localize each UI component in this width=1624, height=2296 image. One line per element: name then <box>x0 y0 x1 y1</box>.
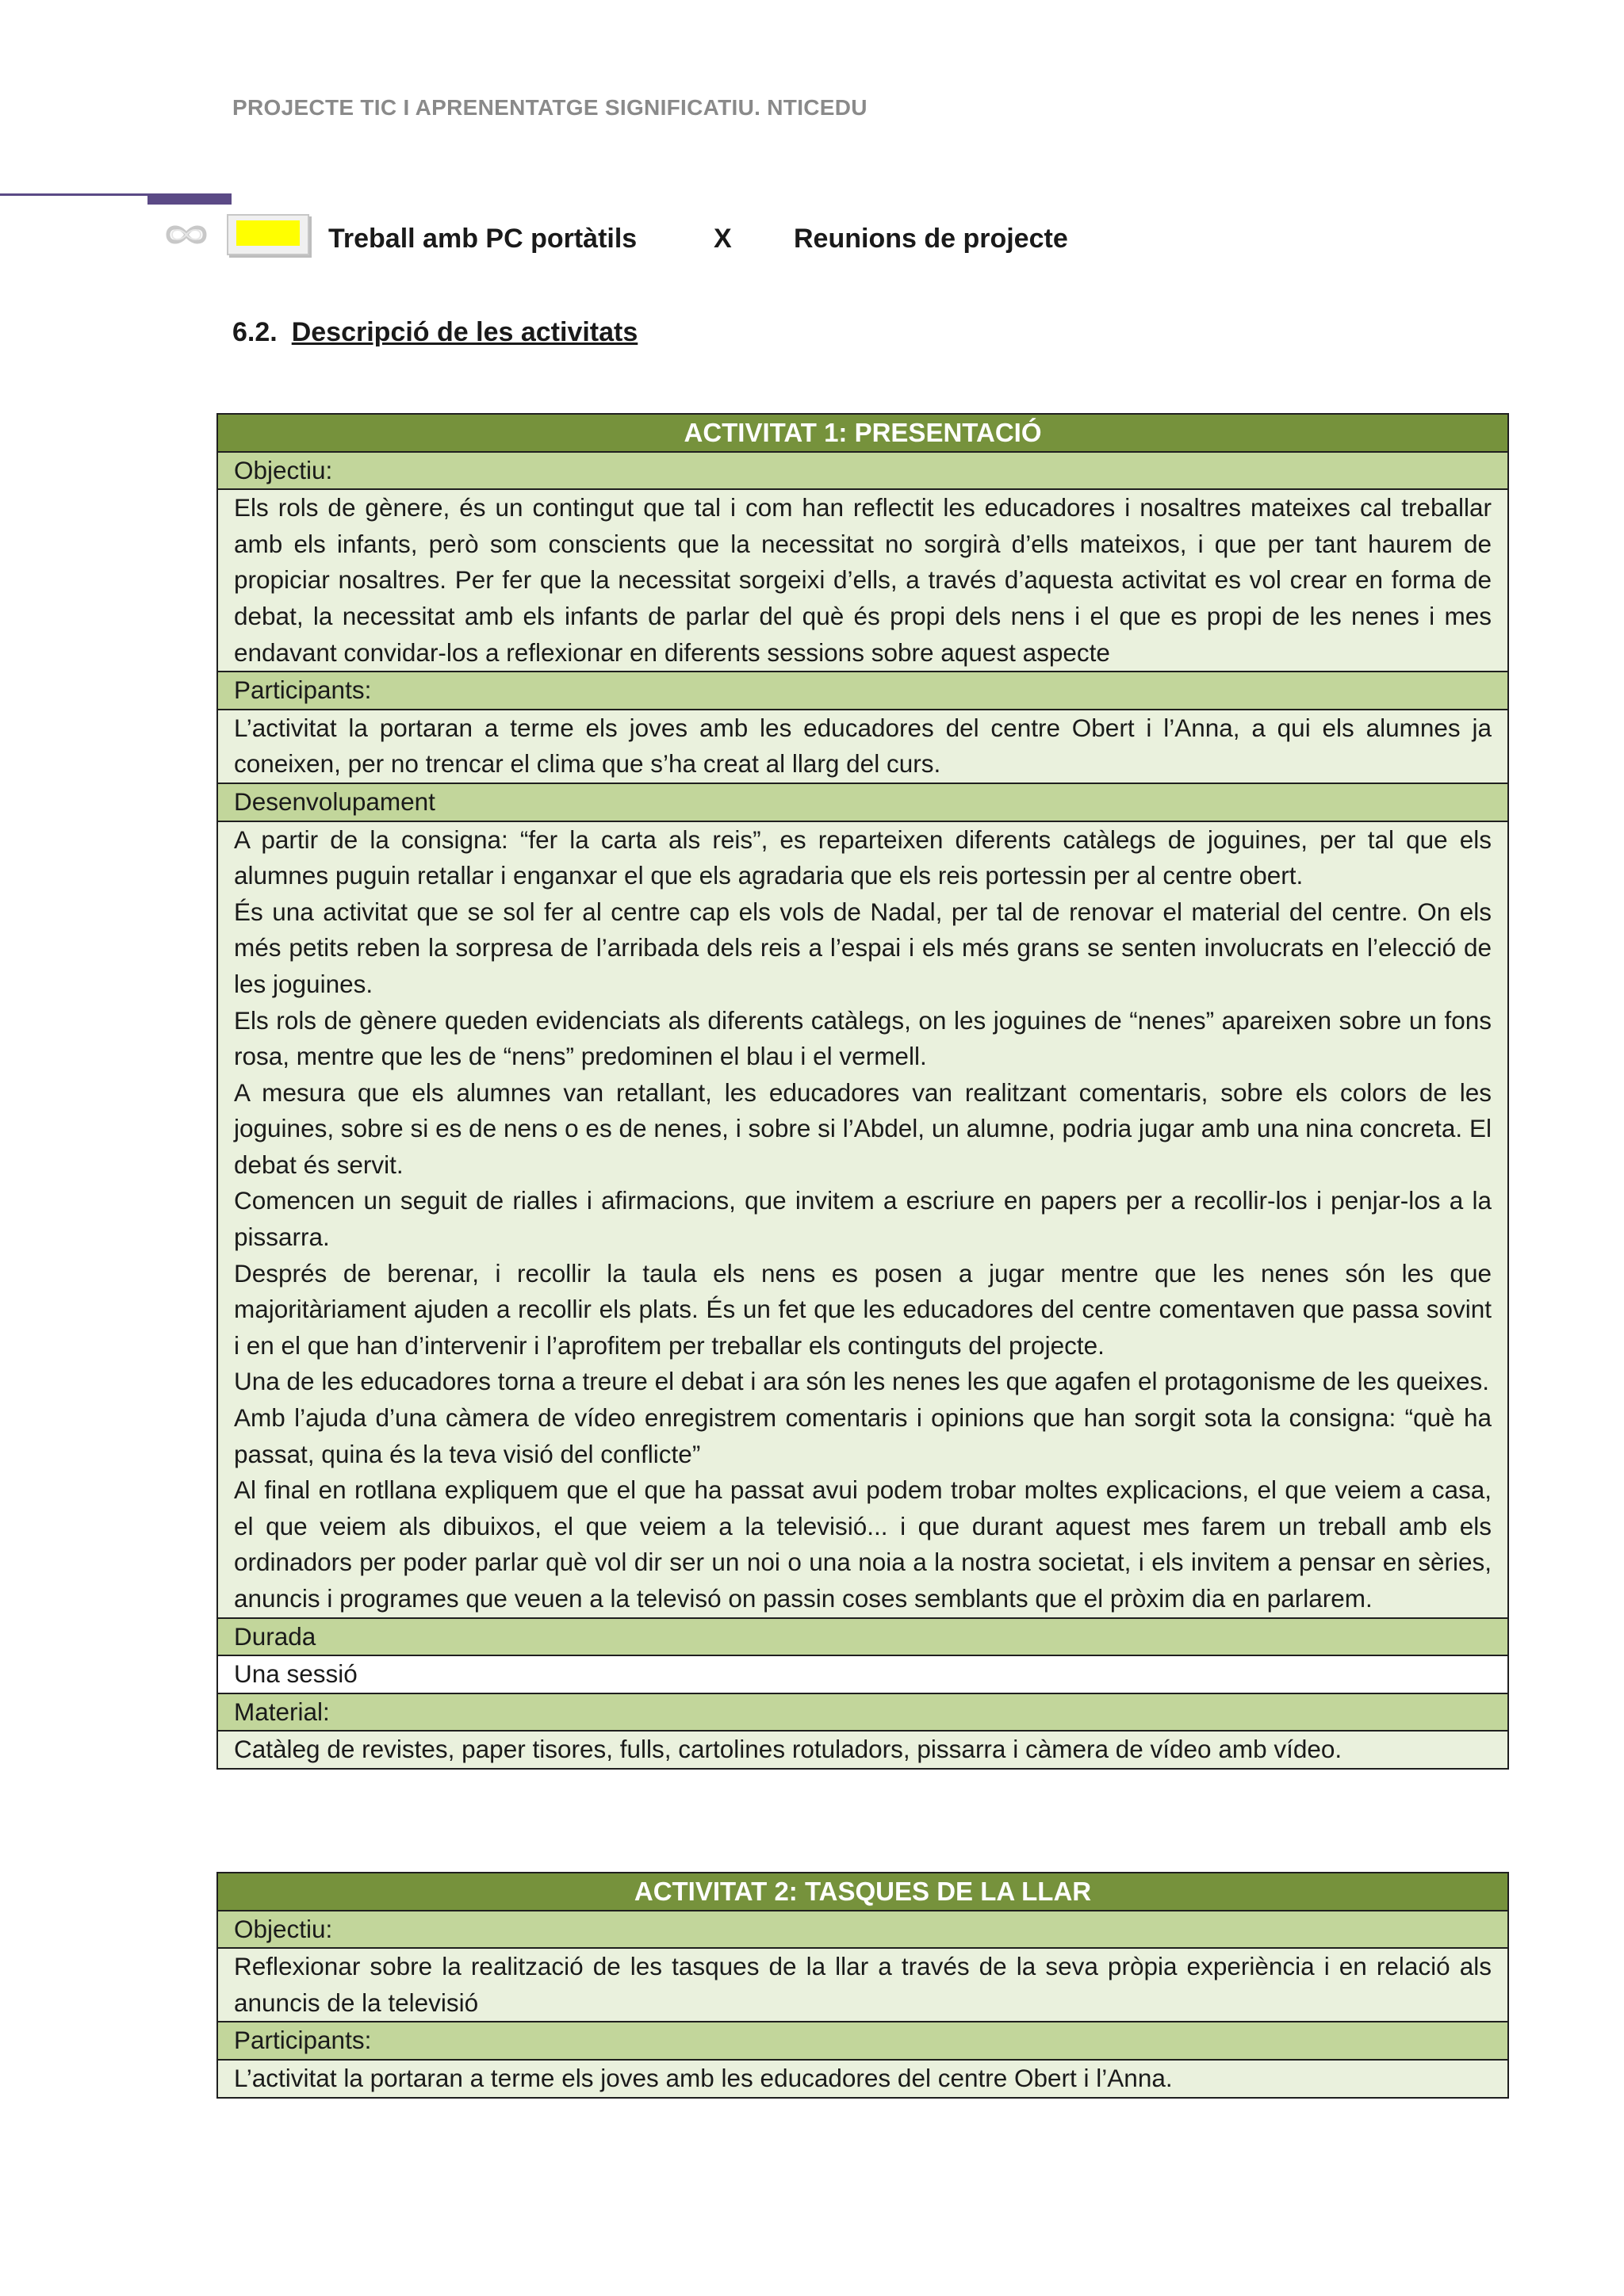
development-paragraph: És una activitat que se sol fer al centre cap els vols de Nadal, per tal de renovar el material del centre. On els més petits reben la sorpresa de l’arribada dels reis a l’espai i els més grans se senten involucrats en l’elecció de les joguines. <box>234 897 1492 998</box>
activity-1-duration-text: Una sessió <box>217 1655 1508 1693</box>
activity-1-table <box>216 413 1509 1770</box>
infinity-icon <box>162 217 211 252</box>
development-paragraph: Una de les educadores torna a treure el debat i ara són les nenes les que agafen el protagonisme de les queixes. <box>234 1367 1490 1396</box>
checkbox-fill <box>236 220 300 246</box>
options-row <box>0 214 1624 262</box>
development-paragraph: Amb l’ajuda d’una càmera de vídeo enregistrem comentaris i opinions que han sorgit sota la consigna: “què ha passat, quina és la teva visió del conflicte” <box>234 1403 1492 1468</box>
option-label-project-meetings: Reunions de projecte <box>794 224 1068 254</box>
activity-2-objective-text: Reflexionar sobre la realització de les tasques de la llar a través de la seva pròpia experiència i en relació als anuncis de la televisió <box>217 1948 1508 2022</box>
section-number: 6.2. <box>232 317 278 347</box>
activity-2-participants-label: Participants: <box>217 2022 1508 2060</box>
activity-1-development-text <box>217 821 1508 1618</box>
activity-2-objective-label: Objectiu: <box>217 1911 1508 1949</box>
activity-2-title: ACTIVITAT 2: TASQUES DE LA LLAR <box>217 1873 1508 1911</box>
activity-1-material-text: Catàleg de revistes, paper tisores, fulls, cartolines rotuladors, pissarra i càmera de vídeo amb vídeo. <box>217 1731 1508 1769</box>
checkbox-marker <box>227 214 309 255</box>
option-mark-x: X <box>714 224 732 254</box>
activity-1-objective-text: Els rols de gènere, és un contingut que tal i com han reflectit les educadores i nosaltres mateixes cal treballar amb els infants, però som conscients que la necessitat no sorgirà d’ells mateixos, i que per tant haurem de propiciar nosaltres. Per fer que la necessitat sorgeixi d’ells, a través d’aquesta activitat es vol crear en forma de debat, la necessitat amb els infants de parlar del què és propi dels nens i el que es propi de les nenes i mes endavant convidar-los a reflexionar en diferents sessions sobre aquest aspecte <box>217 489 1508 672</box>
activity-1-duration-label: Durada <box>217 1618 1508 1656</box>
option-label-portable-pc: Treball amb PC portàtils <box>328 224 638 254</box>
section-heading <box>232 317 638 348</box>
activity-1-participants-text: L’activitat la portaran a terme els joves amb les educadores del centre Obert i l’Anna, a qui els alumnes ja coneixen, per no trencar el clima que s’ha creat al llarg del curs. <box>217 710 1508 783</box>
development-paragraph: A mesura que els alumnes van retallant, les educadores van realitzant comentaris, sobre els colors de les joguines, sobre si es de nens o es de nenes, i sobre si l’Abdel, un alumne, podria jugar amb una nina concreta. El debat és servit. <box>234 1077 1492 1179</box>
running-header: PROJECTE TIC I APRENENTATGE SIGNIFICATIU. NTICEDU <box>232 95 868 120</box>
development-paragraph: Al final en rotllana expliquem que el que ha passat avui podem trobar moltes explicacions, el que veiem a casa, el que veiem als dibuixos, el que veiem a la televisió... i que durant aquest mes farem un treball amb els ordinadors per poder parlar què vol dir ser un noi o una noia a la nostra societat, i els invitem a pensar en sèries, anuncis i programes que veuen a la televisó on passin coses semblants que el pròxim dia en parlarem. <box>234 1475 1492 1613</box>
development-paragraph: A partir de la consigna: “fer la carta als reis”, es reparteixen diferents catàlegs de joguines, per tal que els alumnes puguin retallar i enganxar el que els agradaria que els reis portessin per al centre obert. <box>234 825 1492 890</box>
activity-1-title: ACTIVITAT 1: PRESENTACIÓ <box>217 414 1508 452</box>
section-title: Descripció de les activitats <box>291 317 638 347</box>
development-paragraph: Comencen un seguit de rialles i afirmacions, que invitem a escriure en papers per a recollir-los i penjar-los a la pissarra. <box>234 1186 1492 1252</box>
header-rule-line <box>0 193 147 196</box>
activity-1-objective-label: Objectiu: <box>217 452 1508 490</box>
development-paragraph: Els rols de gènere queden evidenciats als diferents catàlegs, on les joguines de “nenes” apareixen sobre un fons rosa, mentre que les de “nens” predominen el blau i el vermell. <box>234 1005 1492 1071</box>
header-rule-bar <box>147 193 232 205</box>
activity-1-development-label: Desenvolupament <box>217 783 1508 821</box>
activity-2-table <box>216 1872 1509 2099</box>
activity-1-material-label: Material: <box>217 1693 1508 1732</box>
activity-1-participants-label: Participants: <box>217 672 1508 710</box>
activity-2-participants-text: L’activitat la portaran a terme els joves amb les educadores del centre Obert i l’Anna. <box>217 2060 1508 2098</box>
development-paragraph: Després de berenar, i recollir la taula els nens es posen a jugar mentre que les nenes són les que majoritàriament ajuden a recollir els plats. És un fet que les educadores del centre comentaven que passa sovint i en el que han d’intervenir i l’aprofitem per treballar els continguts del projecte. <box>234 1258 1492 1360</box>
